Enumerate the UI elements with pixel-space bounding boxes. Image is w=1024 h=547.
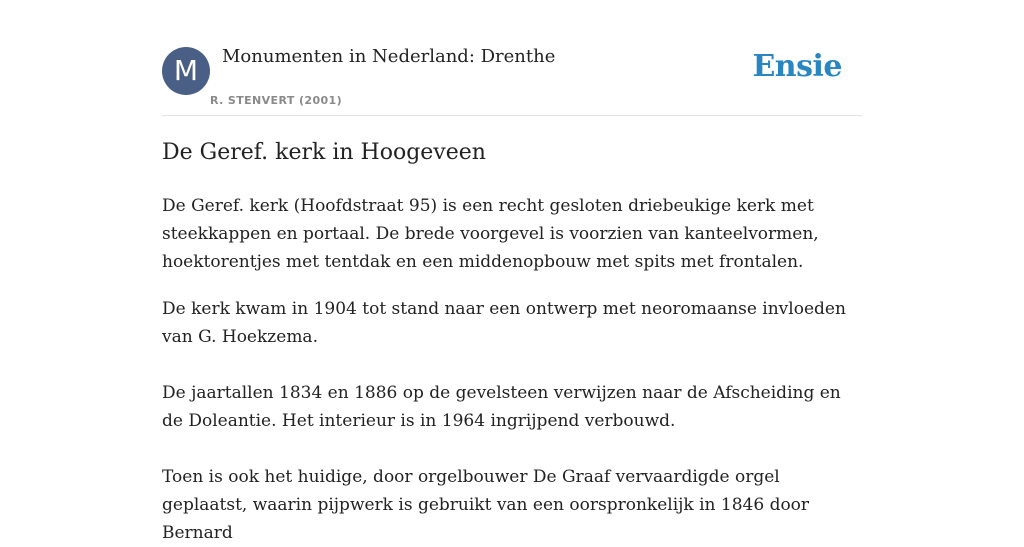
article-paragraph: Toen is ook het huidige, door orgelbouwer De Graaf vervaardigde orgel geplaatst, waarin pijpwerk is gebruikt van een oorspronkelijk in 1846 door Bernard (162, 467, 810, 543)
ensie-logo[interactable]: Ensie (752, 49, 842, 84)
avatar[interactable]: M (162, 47, 210, 95)
article-title: De Geref. kerk in Hoogeveen (162, 140, 486, 165)
author-label: R. STENVERT (2001) (210, 94, 343, 107)
header (162, 0, 862, 116)
book-title-link[interactable]: Monumenten in Nederland: Drenthe (222, 46, 556, 67)
article-paragraph: De jaartallen 1834 en 1886 op de gevelsteen verwijzen naar de Afscheiding en de Doleantie. Het interieur is in 1964 ingrijpend verbouwd. (162, 383, 841, 431)
page-container (162, 0, 862, 543)
article-paragraph: De Geref. kerk (Hoofdstraat 95) is een recht gesloten driebeukige kerk met steekkappen en portaal. De brede voorgevel is voorzien van kanteelvormen, hoektorentjes met tentdak en een middenopbouw met spits met frontalen. (162, 196, 819, 272)
article-paragraph: De kerk kwam in 1904 tot stand naar een ontwerp met neoromaanse invloeden van G. Hoekzema. (162, 299, 846, 347)
